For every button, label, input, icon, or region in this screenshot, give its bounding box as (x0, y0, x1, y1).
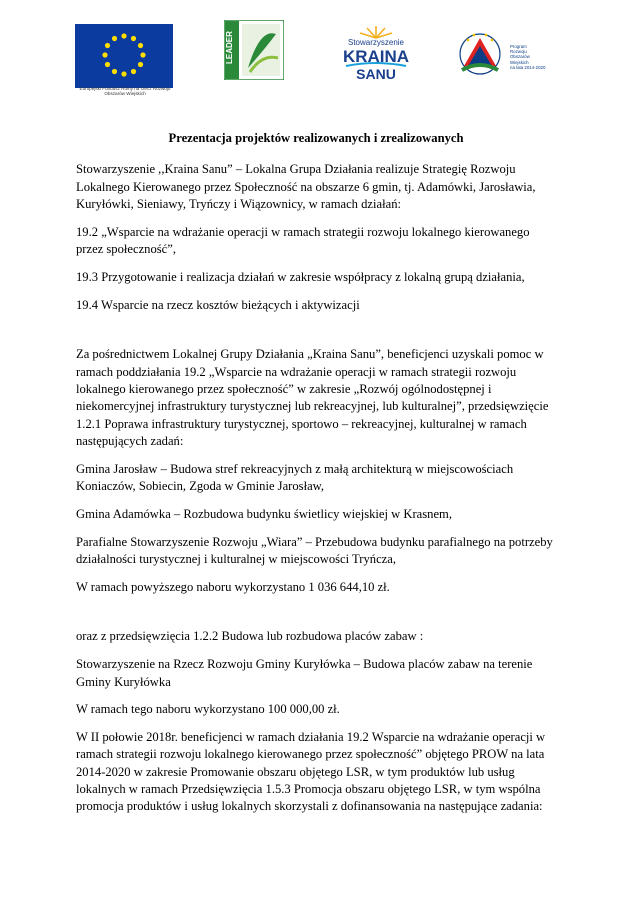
leader-label: LEADER (225, 31, 234, 64)
support-paragraph: Za pośrednictwem Lokalnej Grupy Działania „Kraina Sanu”, beneficjenci uzyskali pomoc w ramach poddziałania 19.2 „Wsparcie na wdrażanie operacji w ramach strategii rozwoju lokalnego kierowanego przez społeczność” w zakresie „Rozwój ogólnodostępnej i niekomercyjnej infrastruktury turystycznej lub rekreacyjnej, lub kulturalnej”, przedsięwzięcie 1.2.1 Poprawa infrastruktury turystycznej, sportowo – rekreacyjnej, kulturalnej w ramach następujących zadań: (76, 347, 549, 448)
kraina-sanu-logo (336, 24, 416, 84)
task-kurylowka: Stowarzyszenie na Rzecz Rozwoju Gminy Kuryłówka – Budowa placów zabaw na terenie Gminy Kuryłówka (76, 657, 533, 689)
kraina-bottom-text: SANU (356, 66, 396, 82)
funding-summary-2: W ramach tego naboru wykorzystano 100 000,00 zł. (76, 702, 340, 717)
task-adamowka: Gmina Adamówka – Rozbudowa budynku świetlicy wiejskiej w Krasnem, (76, 506, 452, 521)
funding-summary-1: W ramach powyższego naboru wykorzystano 1 036 644,10 zł. (76, 579, 390, 594)
task-jaroslaw: Gmina Jarosław – Budowa stref rekreacyjnych z małą architekturą w miejscowościach Koniaczów, Sobiecin, Zgoda w Gminie Jarosław, (76, 461, 514, 493)
project-1-2-2: oraz z przedsięwzięcia 1.2.2 Budowa lub rozbudowa placów zabaw : (76, 629, 424, 644)
intro-paragraph: Stowarzyszenie ,,Kraina Sanu” – Lokalna Grupa Działania realizuje Strategię Rozwoju Lokalnego Kierowanego przez Społeczność na obszarze 6 gmin, tj. Adamówki, Jarosławia, Kuryłówki, Sieniawy, Tryńczy i Wiązownicy, w ramach działań: (76, 162, 536, 211)
kraina-main-text: KRAINA (342, 47, 410, 66)
kraina-top-text: Stowarzyszenie (347, 38, 405, 47)
prow-text (510, 44, 550, 70)
eu-caption: Europejski Fundusz Rolny na rzecz Rozwoju Obszarów Wiejskich (79, 86, 171, 97)
action-19-4: 19.4 Wsparcie na rzecz kosztów bieżących i aktywizacji (76, 297, 360, 312)
section-spacer (76, 324, 556, 346)
promotion-paragraph: W II połowie 2018r. beneficjenci w ramach działania 19.2 Wsparcie na wdrażanie operacji w ramach strategii rozwoju lokalnego kierowanego przez społeczność” objętego PROW na lata 2014-2020 w zakresie Promowanie obszaru objętego LSR, w tym produktów lub usług lokalnych w ramach Przedsięwzięcia 1.5.3 Promocja obszaru objętego LSR, w tym wspólna promocja produktów i usług lokalnych skorzystali z dofinansowania na następujące zadania: (76, 730, 546, 814)
task-wiara: Parafialne Stowarzyszenie Rozwoju „Wiara” – Przebudowa budynku parafialnego na potrzeby działalności turystycznej i kulturalnej w miejscowości Tryńcza, (76, 534, 553, 566)
action-19-2: 19.2 „Wsparcie na wdrażanie operacji w ramach strategii rozwoju lokalnego kierowanego przez społeczność”, (76, 224, 530, 256)
eu-flag-logo (75, 24, 173, 88)
document-title: Prezentacja projektów realizowanych i zrealizowanych (168, 131, 464, 145)
prow-line: Program (510, 44, 527, 49)
prow-line: Rozwoju (510, 49, 527, 55)
leader-logo (224, 20, 284, 80)
prow-line: na lata 2014-2020 (510, 64, 546, 70)
logo-header (0, 0, 636, 120)
prow-line: Wiejskich (510, 59, 529, 65)
action-19-3: 19.3 Przygotowanie i realizacja działań w zakresie współpracy z lokalną grupą działania, (76, 269, 525, 284)
prow-line: Obszarów (510, 54, 530, 60)
document-body (76, 124, 556, 826)
section-spacer (76, 606, 556, 628)
